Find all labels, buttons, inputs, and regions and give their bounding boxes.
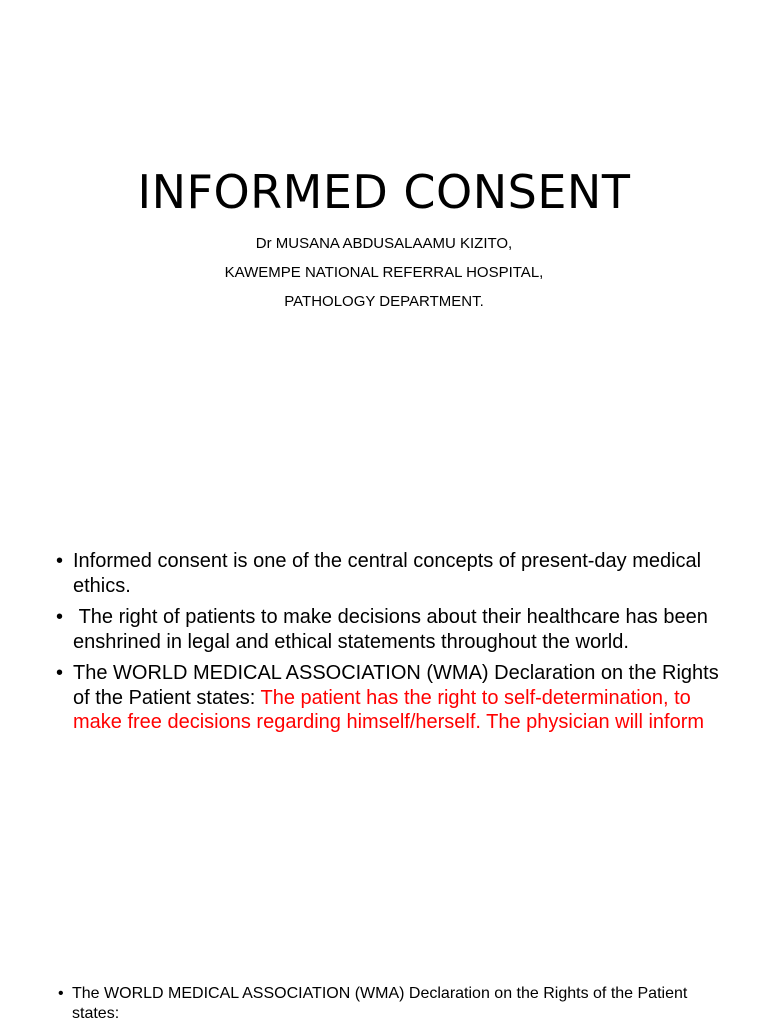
list-item	[56, 605, 736, 654]
highlighted-quote: The patient has the right to self-determination, to make free decisions regarding himself/herself. The physician will inform	[73, 686, 705, 733]
bullet-text: The right of patients to make decisions about their healthcare has been enshrined in legal and ethical statements throughout the world.	[73, 606, 714, 653]
bullet-text: The WORLD MEDICAL ASSOCIATION (WMA) Declaration on the Rights of the Patient states:	[73, 662, 725, 709]
list-item	[56, 661, 736, 735]
bullet-icon: •	[56, 550, 64, 572]
bullet-icon: •	[58, 985, 64, 1002]
slide-subtitle	[0, 229, 768, 316]
bullet-icon: •	[56, 662, 64, 684]
department-line: PATHOLOGY DEPARTMENT.	[284, 293, 484, 310]
bullet-icon: •	[56, 606, 64, 628]
bullet-text: The WORLD MEDICAL ASSOCIATION (WMA) Declaration on the Rights of the Patient states:	[72, 985, 688, 1022]
hospital-line: KAWEMPE NATIONAL REFERRAL HOSPITAL,	[224, 264, 544, 281]
list-item	[58, 984, 738, 1024]
bullet-text: Informed consent is one of the central concepts of present-day medical ethics.	[73, 550, 702, 597]
bullet-list	[56, 549, 736, 742]
author-line: Dr MUSANA ABDUSALAAMU KIZITO,	[255, 235, 513, 252]
list-item	[56, 549, 736, 598]
bullet-list-next-slide	[58, 984, 738, 1024]
slide-title: INFORMED CONSENT	[137, 165, 631, 219]
